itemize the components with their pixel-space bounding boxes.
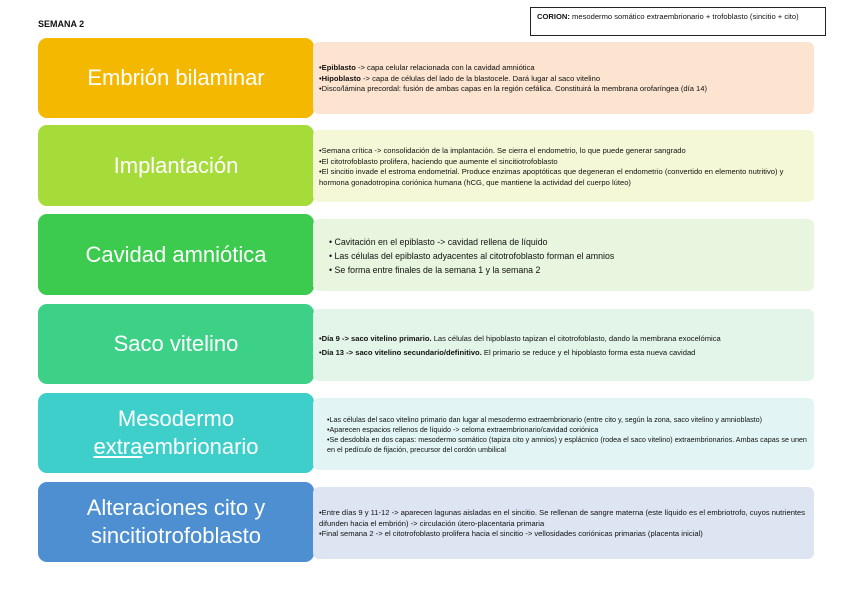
row-title-line1: Mesodermo [117,406,235,431]
desc-line: •El sincitio invade el estroma endometrial. Produce enzimas apoptóticas que degeneran el endometrio (convertido en elemento nutritivo) y hormona gonadotropina coriónica humana (hCG, que mantiene la actividad del cuerpo lúteo) [319,167,784,187]
week-title: SEMANA 2 [38,19,85,29]
desc-line: •Aparecen espacios rellenos de líquido -> celoma extraembrionario/cavidad coriónica [327,425,599,434]
desc-line: • Las células del epiblasto adyacentes al citotrofoblasto forman el amnios [329,251,615,261]
row-title: Saco vitelino [113,331,239,356]
row-title-line2: sincitiotrofoblasto [91,523,261,548]
desc-saco-vitelino [313,309,814,381]
label-alteraciones-cito [38,482,314,562]
desc-alteraciones-cito [313,487,814,559]
label-implantacion [38,125,314,206]
desc-line: •El citotrofoblasto prolifera, haciendo que aumente el sincitiotrofoblasto [319,156,558,166]
desc-line: •Final semana 2 -> el citotrofoblasto prolifera hacia el sincitio -> vellosidades coriónicas primarias (placenta inicial) [319,529,703,539]
desc-implantacion [313,130,814,202]
desc-line: •Se desdobla en dos capas: mesodermo somático (tapiza cito y amnios) y esplácnico (rodea el saco vitelino) extraembrionarios. Ambas capas se unen en el pedículo de fijación, precursor del cordón umbilical [327,435,807,454]
row-title-line2: extraembrionario [93,434,259,459]
row-title: Cavidad amniótica [85,241,267,267]
desc-line: •Semana crítica -> consolidación de la implantación. Se cierra el endometrio, lo que puede generar sangrado [319,146,686,155]
desc-line: •Entre días 9 y 11-12 -> aparecen lagunas aisladas en el sincitio. Se rellenan de sangre materna (este líquido es el embriotrofo, cuyos nutrientes difunden hacia el embrión) -> circulación útero-placentaria primaria [319,508,806,528]
corion-note [530,7,826,36]
label-cavidad-amniotica [38,214,314,295]
row-title: Implantación [113,152,239,178]
label-mesodermo-extraembrionario [38,393,314,473]
desc-line: • Se forma entre finales de la semana 1 y la semana 2 [329,265,541,275]
desc-line: •Disco/lámina precordal: fusión de ambas capas en la región cefálica. Constituirá la membrana orofaríngea (día 14) [319,84,708,94]
desc-line: • Cavitación en el epiblasto -> cavidad rellena de líquido [329,237,548,247]
corion-label: CORION: [537,12,570,21]
desc-line: •Día 13 -> saco vitelino secundario/definitivo. El primario se reduce y el hipoblasto forma esta nueva cavidad [319,348,696,357]
label-embrion-bilaminar [38,38,314,118]
desc-line: •Día 9 -> saco vitelino primario. Las células del hipoblasto tapizan el citotrofoblasto, dando la membrana exocelómica [319,333,721,343]
desc-cavidad-amniotica [313,219,814,291]
desc-embrion-bilaminar [313,42,814,114]
row-title-line1: Alteraciones cito y [86,495,266,520]
row-title: Embrión bilaminar [87,65,265,90]
desc-line: •Las células del saco vitelino primario dan lugar al mesodermo extraembrionario (entre cito y, según la zona, saco vitelino y amnioblasto) [327,415,763,424]
desc-line: •Epiblasto -> capa celular relacionada con la cavidad amniótica [319,63,535,73]
label-saco-vitelino [38,304,314,384]
desc-line: •Hipoblasto -> capa de células del lado de la blastocele. Dará lugar al saco vitelino [319,73,601,83]
desc-mesodermo-extraembrionario [313,398,814,470]
corion-text: mesodermo somático extraembrionario + trofoblasto (sincitio + cito) [572,12,799,21]
